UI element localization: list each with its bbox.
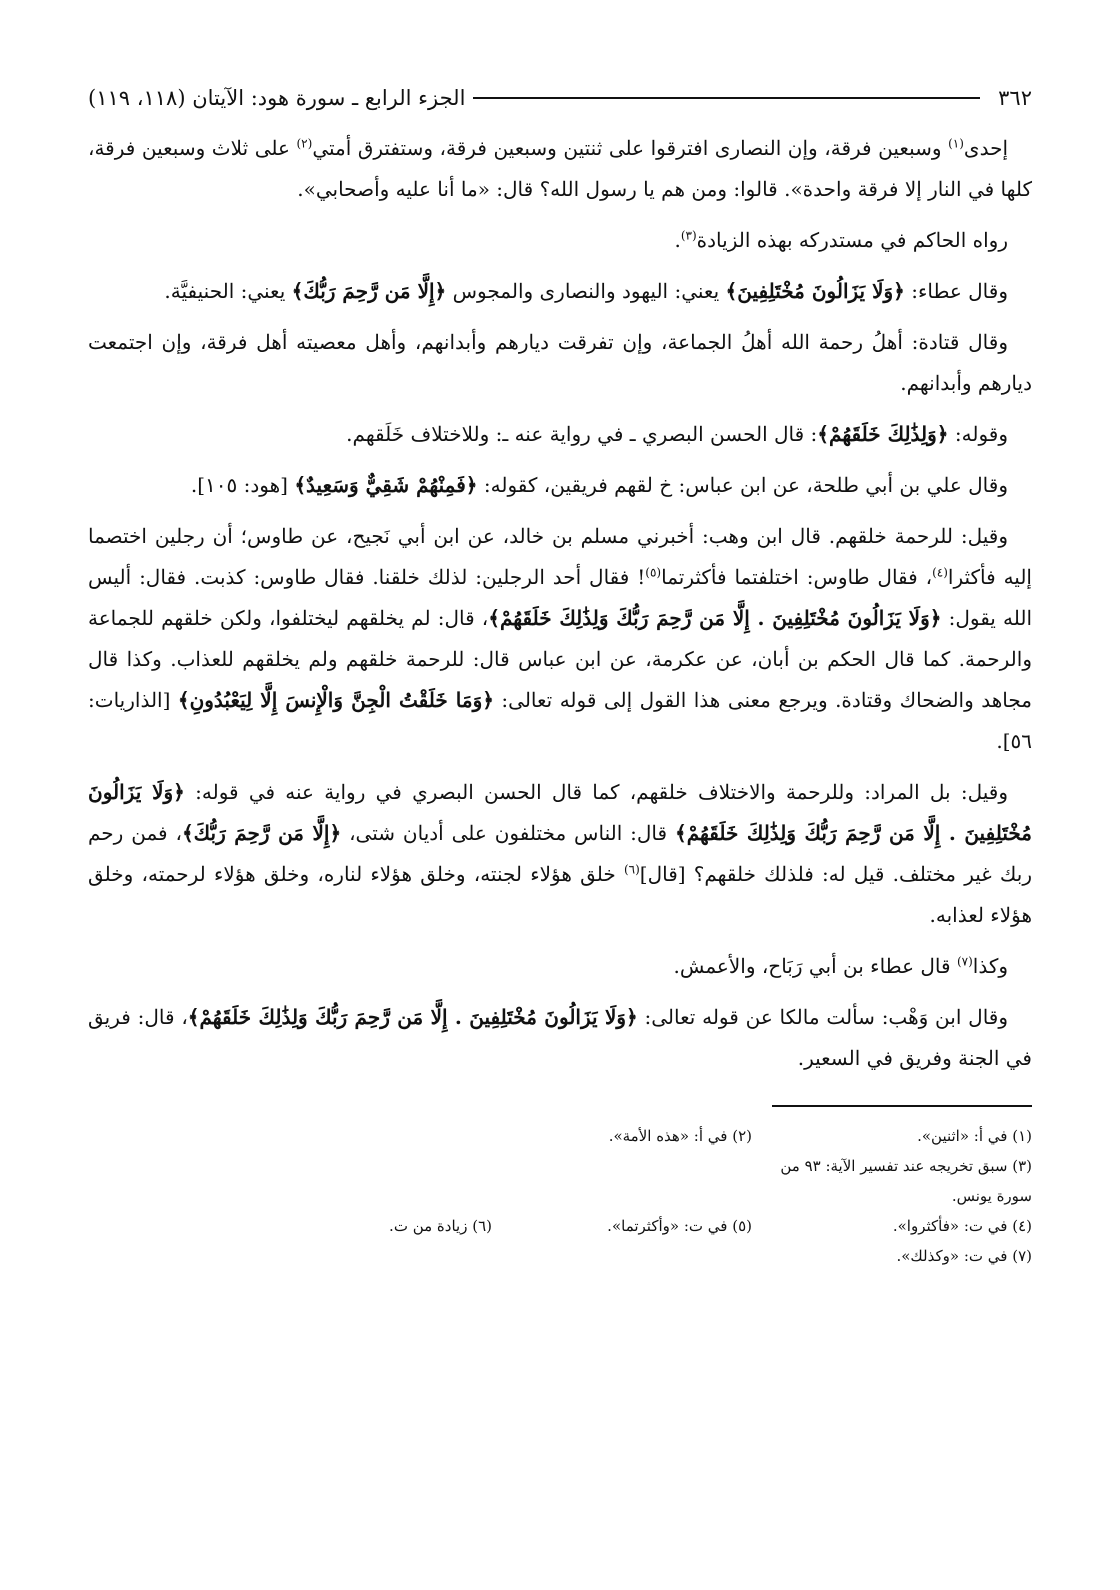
quran-verse: ﴿وَمَا خَلَقْتُ الْجِنَّ وَالْإِنسَ إِلَّا لِيَعْبُدُونِ﴾ bbox=[177, 688, 494, 712]
paragraph bbox=[88, 220, 1032, 261]
footnote-entry: (١) في أ: «اثنين». bbox=[917, 1127, 1032, 1145]
paragraph-text: إحدى bbox=[963, 136, 1008, 160]
footnote-marker: (٦) bbox=[623, 862, 640, 877]
paragraph bbox=[88, 271, 1032, 312]
paragraph-text: ، فمن رحم ربك غير مختلف. قيل له: فلذلك خلقهم؟ [قال] bbox=[88, 821, 1033, 886]
footnote-entry: (٢) في أ: «هذه الأمة». bbox=[608, 1127, 752, 1145]
footnote-entry: (٣) سبق تخريجه عند تفسير الآية: ٩٣ من سورة يونس. bbox=[780, 1157, 1032, 1205]
paragraph-text: [هود: ١٠٥]. bbox=[190, 473, 295, 497]
paragraph-text: يعني: اليهود والنصارى والمجوس bbox=[446, 279, 726, 303]
paragraph bbox=[88, 128, 1032, 210]
paragraph-text: وقال قتادة: أهلُ رحمة الله أهلُ الجماعة، وإن تفرقت ديارهم وأبدانهم، وأهل معصيته أهل فرقة، وإن اجتمعت ديارهم وأبدانهم. bbox=[88, 330, 1032, 395]
paragraph-text: ، فقال طاوس: اختلفتما فأكثرتما bbox=[661, 565, 933, 589]
footnote-entry bbox=[88, 1241, 492, 1271]
running-header bbox=[88, 78, 1032, 118]
paragraph-text: رواه الحاكم في مستدركه بهذه الزيادة bbox=[696, 228, 1008, 252]
footnote-entry bbox=[88, 1121, 492, 1151]
paragraph-text: وقال عطاء: bbox=[904, 279, 1008, 303]
page-number: ٣٦٢ bbox=[998, 86, 1032, 110]
footnote-marker: (٧) bbox=[956, 954, 973, 969]
footnote-row bbox=[88, 1241, 1032, 1271]
footnotes bbox=[88, 1121, 1032, 1271]
paragraph-text: وسبعين فرقة، وإن النصارى افترقوا على ثنتين وسبعين فرقة، وستفترق أمتي bbox=[312, 136, 949, 160]
paragraph-text: قال عطاء بن أبي رَبَاح، والأعمش. bbox=[673, 954, 957, 978]
quran-verse: ﴿وَلِذَٰلِكَ خَلَقَهُمْ﴾ bbox=[817, 422, 949, 446]
footnote-row bbox=[88, 1151, 1032, 1211]
paragraph-text: خلق هؤلاء لجنته، وخلق هؤلاء لناره، وخلق هؤلاء لرحمته، وخلق هؤلاء لعذابه. bbox=[88, 862, 1032, 927]
paragraph-text: وقال علي بن أبي طلحة، عن ابن عباس: خ لقهم فريقين، كقوله: bbox=[477, 473, 1008, 497]
main-text bbox=[88, 128, 1032, 1079]
quran-verse: ﴿فَمِنْهُمْ شَقِيٌّ وَسَعِيدٌ﴾ bbox=[294, 473, 478, 497]
paragraph-text: على ثلاث وسبعين فرقة، كلها في النار إلا فرقة واحدة». قالوا: ومن هم يا رسول الله؟ قال: «ما أنا عليه وأصحابي». bbox=[88, 136, 1032, 201]
paragraph bbox=[88, 414, 1032, 455]
paragraph bbox=[88, 997, 1032, 1079]
footnote-entry: (٤) في ت: «فأكثروا». bbox=[892, 1217, 1032, 1235]
footnote-entry: (٦) زيادة من ت. bbox=[389, 1217, 492, 1235]
footnote-entry: (٥) في ت: «وأكثرتما». bbox=[607, 1217, 752, 1235]
footnote-row bbox=[88, 1121, 1032, 1151]
paragraph-text: ، قال: لم يخلقهم ليختلفوا، ولكن خلقهم للجماعة والرحمة. كما قال الحكم بن أبان، عن عكرمة، عن ابن عباس قال: للرحمة خلقهم ولم يخلقهم للعذاب. وكذا قال مجاهد والضحاك وقتادة. ويرجع معنى هذا القول إلى قوله تعالى: bbox=[88, 606, 1032, 712]
quran-verse: ﴿وَلَا يَزَالُونَ مُخْتَلِفِينَ . إِلَّا مَن رَّحِمَ رَبُّكَ وَلِذَٰلِكَ خَلَقَهُمْ﴾ bbox=[88, 780, 1032, 845]
paragraph bbox=[88, 772, 1032, 936]
quran-verse: ﴿إِلَّا مَن رَّحِمَ رَبُّكَ﴾ bbox=[181, 821, 342, 845]
quran-verse: ﴿وَلَا يَزَالُونَ مُخْتَلِفِينَ﴾ bbox=[725, 279, 905, 303]
quran-verse: ﴿إِلَّا مَن رَّحِمَ رَبُّكَ﴾ bbox=[291, 279, 447, 303]
paragraph-text: ! فقال أحد الرجلين: لذلك خلقنا. فقال طاوس: كذبت. فقال: أليس الله يقول: bbox=[88, 565, 1033, 630]
paragraph-text: ، قال: فريق في الجنة وفريق في السعير. bbox=[88, 1005, 1032, 1070]
footnote-marker: (١) bbox=[948, 136, 964, 151]
footnote-marker: (٢) bbox=[296, 136, 313, 151]
running-title: الجزء الرابع ـ سورة هود: الآيتان (١١٨، ١١٩) bbox=[88, 86, 466, 110]
paragraph-text: : قال الحسن البصري ـ في رواية عنه ـ: وللاختلاف خَلَقهم. bbox=[346, 422, 818, 446]
paragraph-text: . bbox=[674, 228, 681, 252]
footnote-entry bbox=[492, 1241, 752, 1271]
header-rule bbox=[473, 97, 980, 99]
paragraph-text: وقوله: bbox=[948, 422, 1008, 446]
quran-verse: ﴿وَلَا يَزَالُونَ مُخْتَلِفِينَ . إِلَّا مَن رَّحِمَ رَبُّكَ وَلِذَٰلِكَ خَلَقَهُمْ﴾ bbox=[187, 1005, 638, 1029]
footnote-entry: (٧) في ت: «وكذلك». bbox=[896, 1247, 1032, 1265]
footnote-marker: (٥) bbox=[645, 565, 662, 580]
paragraph-text: وقيل: بل المراد: وللرحمة والاختلاف خلقهم، كما قال الحسن البصري في رواية عنه في قوله: bbox=[184, 780, 1008, 804]
quran-verse: ﴿وَلَا يَزَالُونَ مُخْتَلِفِينَ . إِلَّا مَن رَّحِمَ رَبُّكَ وَلِذَٰلِكَ خَلَقَهُمْ﴾ bbox=[488, 606, 942, 630]
paragraph-text: وقيل: للرحمة خلقهم. قال ابن وهب: أخبرني مسلم بن خالد، عن ابن أبي نَجيح، عن طاوس؛ أن رجلين اختصما إليه فأكثرا bbox=[88, 524, 1032, 589]
paragraph-text: [الذاريات: ٥٦]. bbox=[88, 688, 1032, 753]
paragraph-text: وكذا bbox=[972, 954, 1008, 978]
paragraph bbox=[88, 516, 1032, 762]
paragraph-text: يعني: الحنيفيَّة. bbox=[164, 279, 292, 303]
footnote-marker: (٤) bbox=[932, 565, 948, 580]
paragraph-text: وقال ابن وَهْب: سألت مالكا عن قوله تعالى: bbox=[637, 1005, 1009, 1029]
paragraph bbox=[88, 322, 1032, 404]
paragraph bbox=[88, 946, 1032, 987]
footnote-separator bbox=[772, 1105, 1032, 1107]
footnote-entry bbox=[492, 1151, 752, 1211]
paragraph bbox=[88, 465, 1032, 506]
paragraph-text: قال: الناس مختلفون على أديان شتى، bbox=[341, 821, 675, 845]
footnote-entry bbox=[88, 1151, 492, 1211]
footnote-marker: (٣) bbox=[680, 228, 697, 243]
footnote-row bbox=[88, 1211, 1032, 1241]
